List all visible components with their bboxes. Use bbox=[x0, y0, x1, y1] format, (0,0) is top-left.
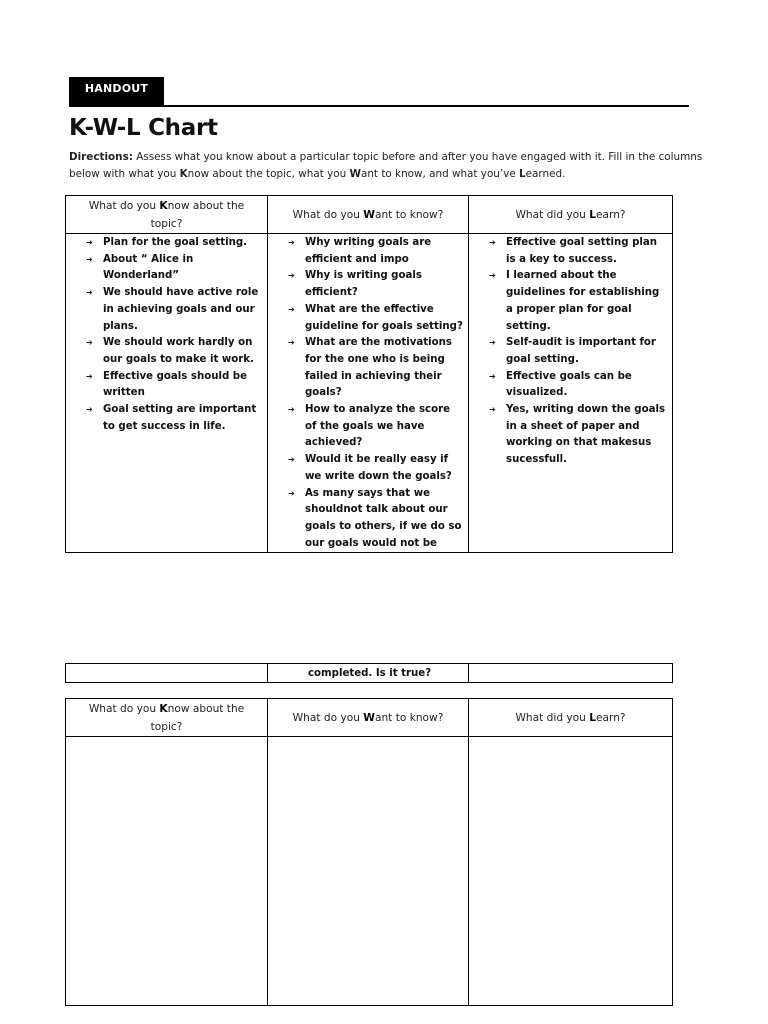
blank-know-cell[interactable] bbox=[66, 737, 268, 1006]
want-cell bbox=[268, 234, 469, 553]
list-item: ➔ Self-audit is important for goal setting. bbox=[489, 335, 668, 368]
list-item: ➔ Effective goal setting plan is a key to success. bbox=[489, 235, 668, 268]
header-learn: What did you Learn? bbox=[469, 196, 673, 234]
directions-text-3: ant to know, and what you’ve bbox=[360, 167, 520, 180]
kwl-table-continuation bbox=[65, 663, 673, 683]
know-cell bbox=[66, 234, 268, 553]
kwl-table-blank bbox=[65, 698, 673, 1006]
blank-learn-cell[interactable] bbox=[469, 737, 673, 1006]
list-item: ➔ Effective goals can be visualized. bbox=[489, 369, 668, 402]
list-item: ➔ Would it be really easy if we write down the goals? bbox=[288, 452, 464, 485]
want-list bbox=[268, 234, 468, 552]
list-item: ➔ Plan for the goal setting. bbox=[86, 235, 263, 252]
directions-label: Directions: bbox=[69, 151, 133, 163]
learn-cell bbox=[469, 234, 673, 553]
list-item: ➔ As many says that we shouldnot talk about our goals to others, if we do so our goals would not be bbox=[288, 486, 464, 553]
header-know: What do you Know about the topic? bbox=[66, 196, 268, 234]
handout-badge: HANDOUT bbox=[69, 77, 164, 107]
list-item: ➔ I learned about the guidelines for establishing a proper plan for goal setting. bbox=[489, 268, 668, 335]
continuation-want-cell: completed. Is it true? bbox=[268, 664, 469, 683]
list-item: ➔ Effective goals should be written bbox=[86, 369, 263, 402]
list-item: ➔ Why is writing goals efficient? bbox=[288, 268, 464, 301]
directions-k: K bbox=[179, 167, 188, 180]
header-want: What do you Want to know? bbox=[268, 196, 469, 234]
list-item: ➔ We should have active role in achieving goals and our plans. bbox=[86, 285, 263, 335]
header-learn: What did you Learn? bbox=[469, 699, 673, 737]
continuation-learn-cell bbox=[469, 664, 673, 683]
continuation-know-cell bbox=[66, 664, 268, 683]
directions-text-4: earned. bbox=[525, 167, 566, 180]
header-want: What do you Want to know? bbox=[268, 699, 469, 737]
directions-text-1: Assess what you know about a particular topic before and after you have engaged with it. Fill in the columns below with what you bbox=[69, 151, 703, 180]
directions bbox=[69, 149, 709, 182]
header-rule bbox=[69, 105, 689, 107]
list-item: ➔ We should work hardly on our goals to make it work. bbox=[86, 335, 263, 368]
page-title: K-W-L Chart bbox=[69, 115, 218, 141]
list-item: ➔ Yes, writing down the goals in a sheet of paper and working on that makesus sucessfull. bbox=[489, 402, 668, 469]
list-item: ➔ About “ Alice in Wonderland” bbox=[86, 252, 263, 285]
kwl-table-filled bbox=[65, 195, 673, 553]
list-item: ➔ Goal setting are important to get success in life. bbox=[86, 402, 263, 435]
header-know: What do you Know about the topic? bbox=[66, 699, 268, 737]
directions-l: L bbox=[519, 167, 526, 180]
know-list bbox=[66, 234, 267, 435]
list-item: ➔ How to analyze the score of the goals we have achieved? bbox=[288, 402, 464, 452]
learn-list bbox=[469, 234, 672, 469]
directions-text-2: now about the topic, what you bbox=[187, 167, 350, 180]
blank-want-cell[interactable] bbox=[268, 737, 469, 1006]
list-item: ➔ What are the motivations for the one who is being failed in achieving their goals? bbox=[288, 335, 464, 402]
list-item: ➔ Why writing goals are efficient and impo bbox=[288, 235, 464, 268]
directions-w: W bbox=[349, 167, 361, 180]
list-item: ➔ What are the effective guideline for goals setting? bbox=[288, 302, 464, 335]
